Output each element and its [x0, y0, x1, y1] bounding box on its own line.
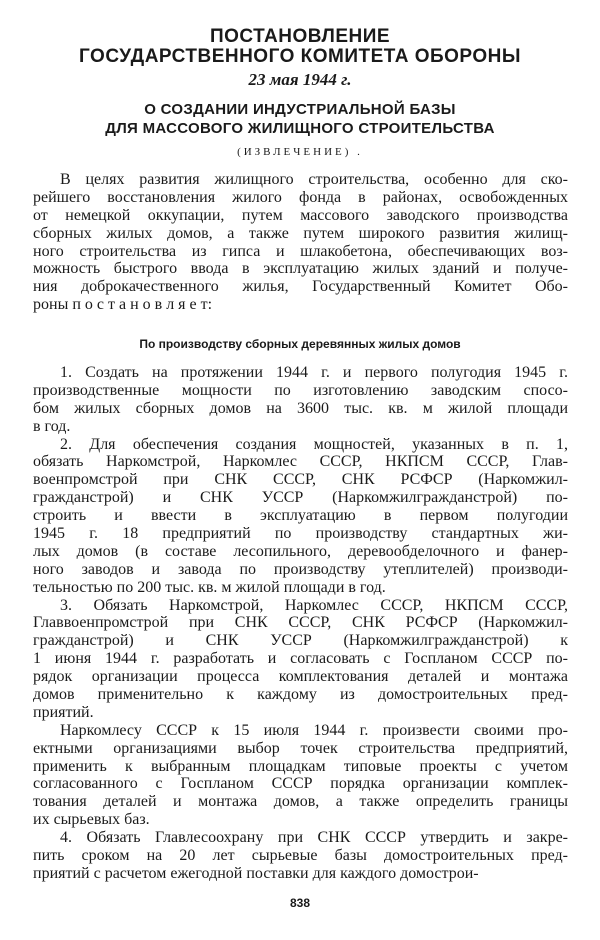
text-line: 2. Для обеспечения создания мощностей, указанных в п. 1,	[60, 435, 568, 453]
text-line: применить к выбранным площадкам типовые проекты с учетом	[33, 757, 568, 775]
document-date: 23 мая 1944 г.	[248, 70, 352, 89]
text-line: сборных жилых домов, а также путем широкого развития жилищ-	[33, 224, 568, 242]
text-line: гражданстрой) и СНК УССР (Наркомжилгражданстрой) по-	[33, 489, 568, 507]
text-line: производственные мощности по изготовлению заводским спосо-	[33, 381, 568, 399]
text-line: приятий с расчетом ежегодной поставки для каждого домострои-	[33, 864, 479, 882]
text-line: можность быстрого ввода в эксплуатацию жилых зданий и получе-	[33, 260, 568, 278]
text-line: обязать Наркомстрой, Наркомлес СССР, НКПСМ СССР, Глав-	[33, 453, 568, 471]
text-line: согласованного с Госпланом СССР порядка организации комплек-	[33, 775, 568, 793]
text-line: 1 июня 1944 г. разработать и согласовать с Госпланом СССР по-	[33, 650, 568, 668]
text-line: роны п о с т а н о в л я е т:	[33, 296, 213, 314]
document-subtitle-line2: ДЛЯ МАССОВОГО ЖИЛИЩНОГО СТРОИТЕЛЬСТВА	[105, 120, 495, 137]
body-paragraphs	[33, 364, 568, 883]
paragraph	[33, 597, 568, 722]
paragraph	[33, 829, 568, 883]
text-line: ного заводов и завода по производству утеплителей) производи-	[33, 560, 568, 578]
text-line: ектными организациями выбор точек строительства предприятий,	[33, 739, 568, 757]
text-line: 3. Обязать Наркомстрой, Наркомлес СССР, НКПСМ СССР,	[60, 596, 568, 614]
text-line: гражданстрой) и СНК УССР (Наркомжилгражданстрой) к	[33, 632, 568, 650]
text-line: от немецкой оккупации, путем массового заводского производства	[33, 206, 568, 224]
text-line: лых домов (в составе лесопильного, деревообделочного и фанер-	[33, 542, 568, 560]
text-line: 1. Создать на протяжении 1944 г. и первого полугодия 1945 г.	[60, 364, 568, 381]
text-line: в год.	[33, 417, 71, 435]
text-line: рейшего восстановления жилого фонда в районах, освобожденных	[33, 188, 568, 206]
text-line: тования деталей и монтажа домов, а также определить границы	[33, 793, 568, 811]
section-heading: По производству сборных деревянных жилых домов	[139, 337, 461, 351]
text-line: ния доброкачественного жилья, Государственный Комитет Обо-	[33, 278, 568, 296]
document-title-line2: ГОСУДАРСТВЕННОГО КОМИТЕТА ОБОРОНЫ	[79, 46, 521, 67]
text-line: военпромстрой при СНК СССР, СНК РСФСР (Наркомжил-	[33, 471, 568, 489]
text-line: рядок организации процесса комплектования деталей и монтажа	[33, 668, 568, 686]
preamble-paragraph	[33, 171, 568, 314]
document-subtitle-line1: О СОЗДАНИИ ИНДУСТРИАЛЬНОЙ БАЗЫ	[144, 101, 456, 118]
paragraph	[33, 364, 568, 436]
text-line: 4. Обязать Главлесоохрану при СНК СССР утвердить и закре-	[60, 829, 568, 847]
text-line: ного строительства из гипса и шлакобетона, обеспечивающих воз-	[33, 242, 568, 260]
text-line: домов применительно к каждому из домостроительных пред-	[33, 686, 568, 704]
paragraph	[33, 722, 568, 829]
text-line: В целях развития жилищного строительства, особенно для ско-	[60, 171, 568, 188]
paragraph	[33, 436, 568, 597]
text-line: приятий.	[33, 703, 94, 721]
text-line: Главвоенпромстрой при СНК СССР, СНК РСФСР (Наркомжил-	[33, 614, 568, 632]
text-line: их сырьевых баз.	[33, 811, 150, 829]
text-line: бом жилых сборных домов на 3600 тыс. кв. м жилой площади	[33, 399, 568, 417]
text-line: тельностью по 200 тыс. кв. м жилой площади в год.	[33, 578, 386, 596]
page-number: 838	[289, 896, 311, 910]
text-line: Наркомлесу СССР к 15 июля 1944 г. произвести своими про-	[60, 721, 568, 739]
document-title-line1: ПОСТАНОВЛЕНИЕ	[209, 26, 391, 47]
extract-label: (ИЗВЛЕЧЕНИЕ) .	[237, 146, 363, 158]
text-line: 1945 г. 18 предприятий по производству стандартных жи-	[33, 525, 568, 543]
text-line: пить сроком на 20 лет сырьевые базы домостроительных пред-	[33, 847, 568, 865]
text-line: строить и ввести в эксплуатацию в первом полугодии	[33, 507, 568, 525]
